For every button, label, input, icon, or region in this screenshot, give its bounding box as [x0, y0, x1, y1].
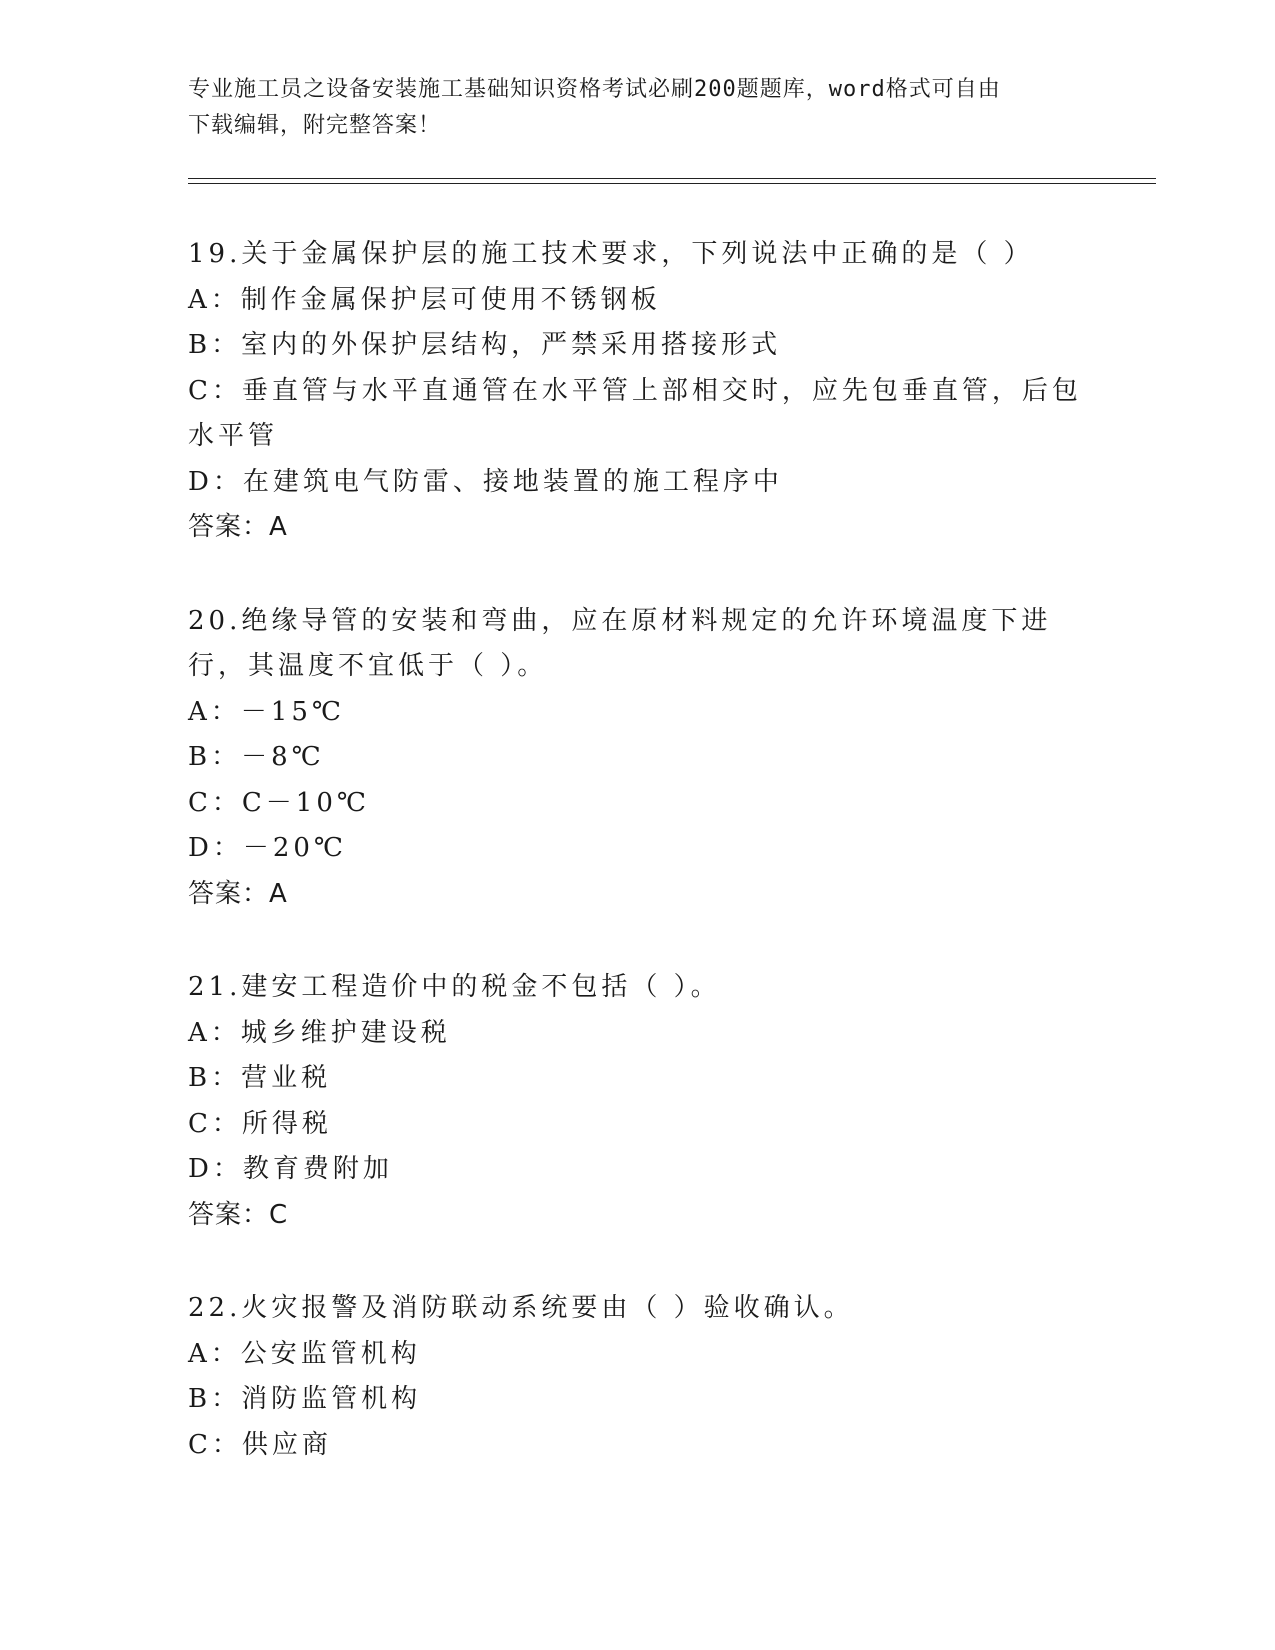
option-a: A：公安监管机构: [188, 1338, 421, 1369]
option-b: B：－8℃: [188, 742, 325, 772]
answer: 答案：A: [188, 512, 288, 542]
option-a: A：城乡维护建设税: [188, 1017, 451, 1048]
option-b: B：室内的外保护层结构，严禁采用搭接形式: [188, 330, 782, 360]
question-list: [188, 232, 1088, 1516]
question-22: [188, 1286, 1088, 1468]
question-stem: 19.关于金属保护层的施工技术要求，下列说法中正确的是（ ）: [188, 239, 1034, 269]
option-c: C：垂直管与水平直通管在水平管上部相交时，应先包垂直管，后包水平管: [188, 375, 1082, 451]
document-header: [188, 72, 1088, 144]
answer: 答案：C: [188, 1199, 289, 1230]
question-20: [188, 599, 1088, 918]
question-stem: 22.火灾报警及消防联动系统要由（ ）验收确认。: [188, 1293, 854, 1323]
option-a: A：－15℃: [188, 696, 345, 727]
option-a: A：制作金属保护层可使用不锈钢板: [188, 284, 661, 315]
question-19: [188, 232, 1088, 551]
option-d: D：教育费附加: [188, 1154, 393, 1184]
header-line-1: 专业施工员之设备安装施工基础知识资格考试必刷200题题库，word格式可自由: [188, 77, 1001, 102]
answer: 答案：A: [188, 878, 288, 909]
option-c: C：供应商: [188, 1429, 332, 1460]
question-stem: 21.建安工程造价中的税金不包括（ ）。: [188, 972, 721, 1002]
option-d: D：－20℃: [188, 833, 348, 863]
option-c: C：所得税: [188, 1108, 332, 1139]
option-c: C：C－10℃: [188, 787, 370, 818]
header-divider-bottom: [188, 183, 1156, 184]
option-b: B：消防监管机构: [188, 1384, 422, 1414]
header-line-2: 下载编辑，附完整答案！: [188, 113, 442, 138]
option-d: D：在建筑电气防雷、接地装置的施工程序中: [188, 466, 783, 497]
option-b: B：营业税: [188, 1063, 332, 1093]
header-divider-top: [188, 178, 1156, 179]
question-21: [188, 965, 1088, 1238]
question-stem: 20.绝缘导管的安装和弯曲，应在原材料规定的允许环境温度下进行，其温度不宜低于（ ）。: [188, 605, 1052, 681]
